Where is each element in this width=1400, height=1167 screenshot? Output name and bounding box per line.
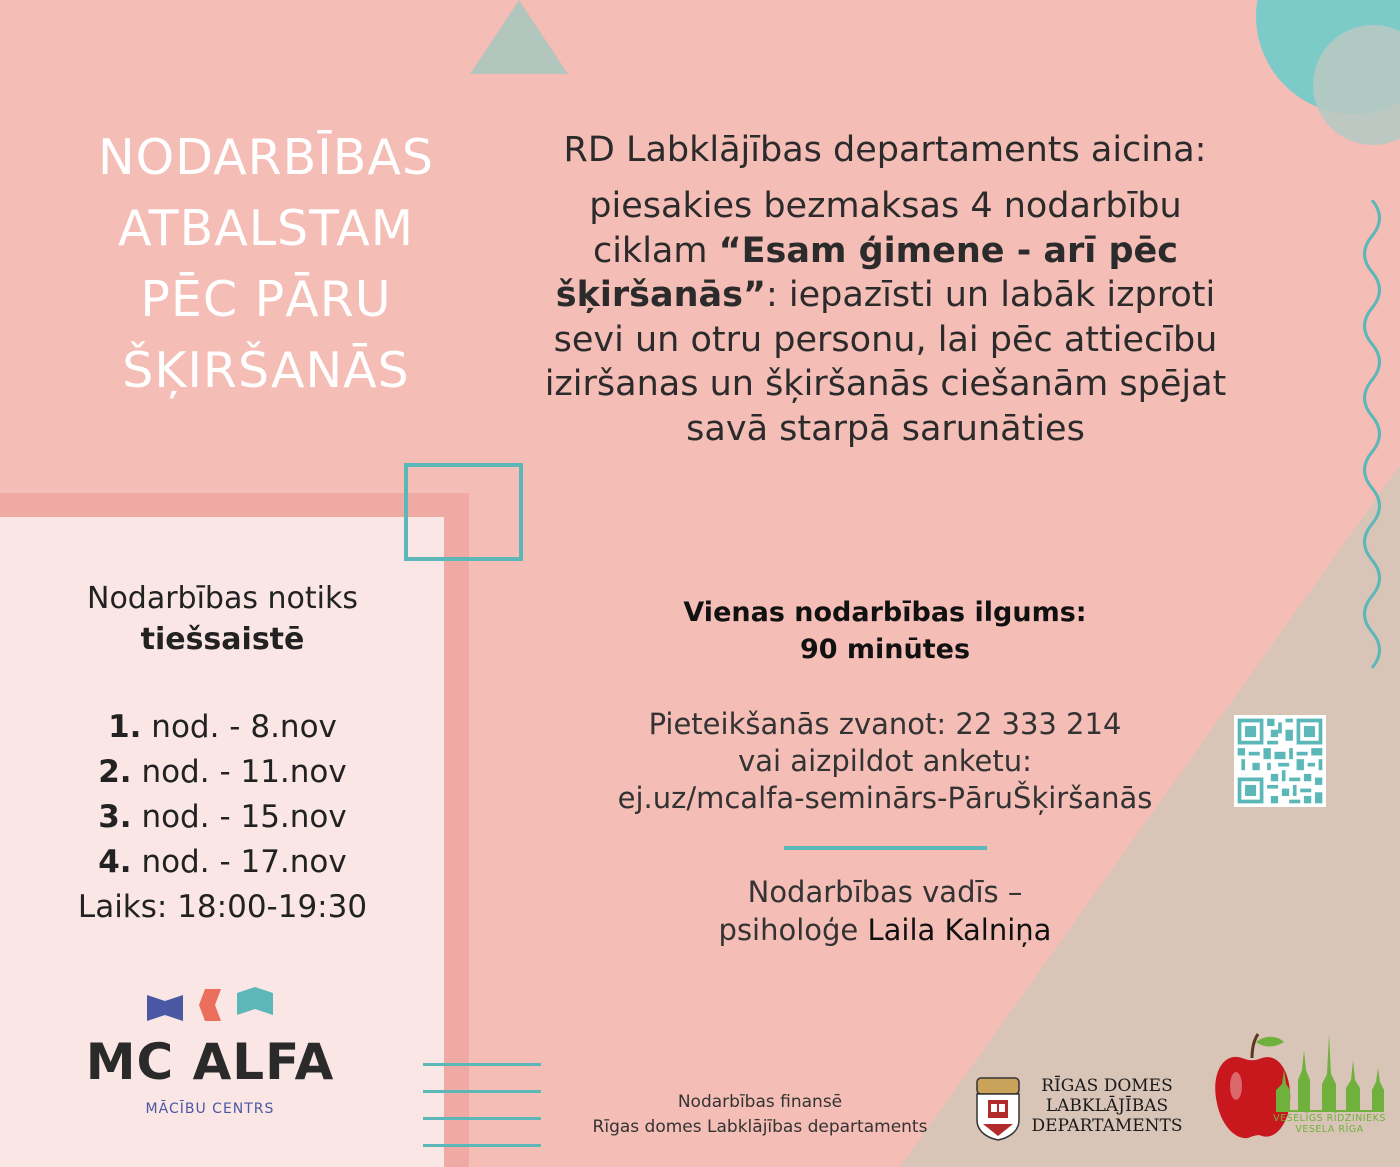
cycle-name: “Esam ģimene - arī pēc šķiršanās” — [555, 230, 1179, 315]
decor-outline-square — [404, 463, 523, 561]
decor-wave — [1362, 200, 1382, 670]
qr-code[interactable] — [1234, 715, 1326, 807]
rd-logo-text: RĪGAS DOMES LABKLĀJĪBAS DEPARTAMENTS — [1031, 1076, 1183, 1136]
list-item: 1. nod. - 8.nov — [108, 709, 337, 745]
mc-alfa-logo-text: MC ALFA — [85, 1033, 335, 1091]
list-item: 3. nod. - 15.nov — [98, 799, 347, 835]
inviter-line: RD Labklājības departaments aicina: — [563, 130, 1207, 170]
mc-alfa-logo-icon — [145, 985, 280, 1027]
page-title: NODARBĪBAS ATBALSTAM PĒC PĀRU ŠĶIRŠANĀS — [98, 129, 434, 399]
list-item: 4. nod. - 17.nov — [98, 844, 347, 880]
leader-name: Laila Kalniņa — [867, 913, 1052, 947]
signup-url[interactable]: ej.uz/mcalfa-seminārs-PāruŠķiršanās — [617, 781, 1153, 815]
leader-info: Nodarbības vadīs – psiholoģe Laila Kalniņa — [718, 875, 1052, 947]
lead-paragraph: piesakies bezmaksas 4 nodarbību ciklam “Esam ģimene - arī pēc šķiršanās”: iepazīsti un labāk izproti sevi un otru personu, lai pēc attiecību iziršanas un šķiršanās ciešanām spējat savā starpā sarunāties — [544, 186, 1227, 449]
list-item: 2. nod. - 11.nov — [98, 754, 347, 790]
schedule-list — [30, 705, 415, 930]
veseligs-text: VESELĪGS RĪDZINIEKS VESELA RĪGA — [1273, 1113, 1386, 1135]
decor-triangle — [470, 0, 568, 74]
mc-alfa-subtitle: MĀCĪBU CENTRS — [145, 1101, 275, 1117]
signup-info: Pieteikšanās zvanot: 22 333 214 vai aizpildot anketu: ej.uz/mcalfa-seminārs-PāruŠķiršanās — [555, 706, 1215, 817]
coat-of-arms-icon — [973, 1074, 1023, 1142]
duration-info: Vienas nodarbības ilgums: 90 minūtes — [683, 597, 1087, 665]
funder-note: Nodarbības finansē Rīgas domes Labklājības departaments — [592, 1092, 928, 1137]
online-notice: Nodarbības notiks tiešsaistē — [87, 581, 358, 657]
divider — [784, 846, 987, 850]
schedule-time: Laiks: 18:00-19:30 — [77, 889, 368, 925]
